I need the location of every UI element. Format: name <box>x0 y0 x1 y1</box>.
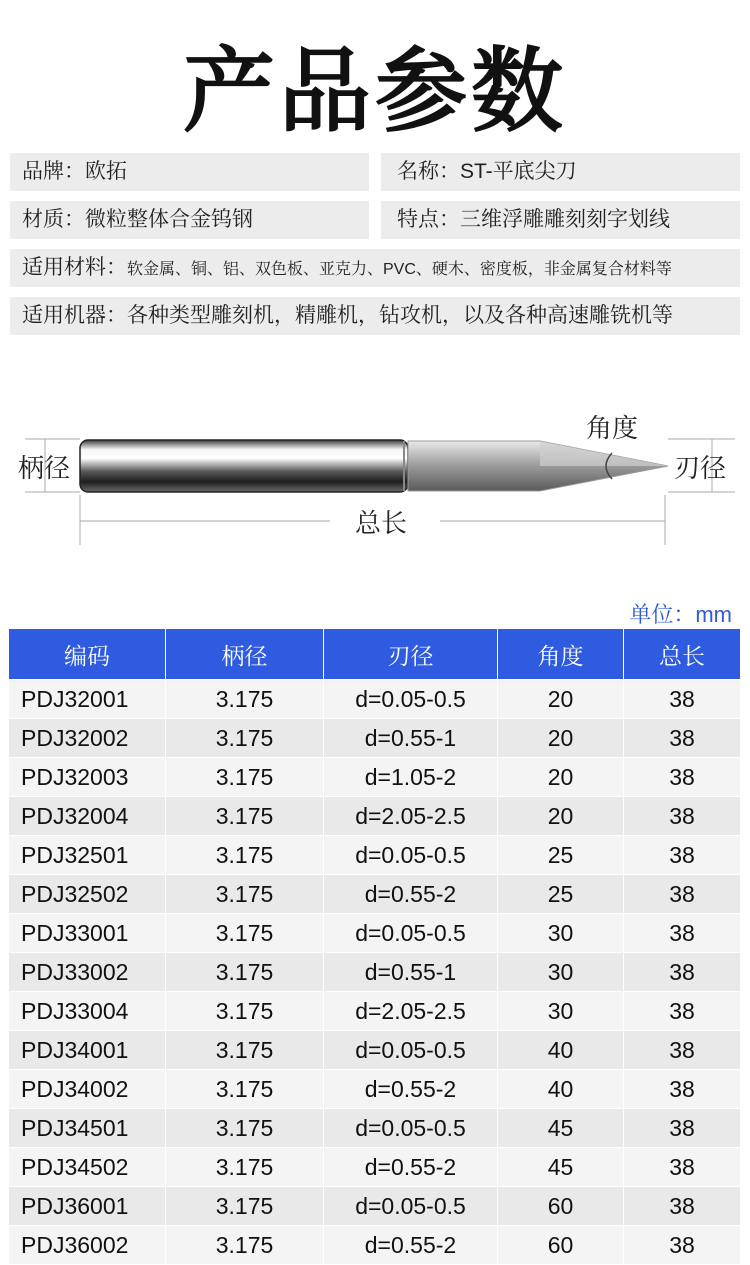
cell-angle: 20 <box>498 797 624 836</box>
angle-label: 角度 <box>586 413 639 443</box>
cell-angle: 20 <box>498 758 624 797</box>
cell-code: PDJ32001 <box>9 680 166 719</box>
cell-length: 38 <box>624 719 741 758</box>
cell-length: 38 <box>624 1226 741 1265</box>
cell-blade: d=0.55-1 <box>324 953 498 992</box>
blade-diameter-label: 刃径 <box>674 453 727 483</box>
cell-code: PDJ36002 <box>9 1226 166 1265</box>
cell-code: PDJ33004 <box>9 992 166 1031</box>
cell-blade: d=0.05-0.5 <box>324 680 498 719</box>
cell-length: 38 <box>624 836 741 875</box>
header-length: 总长 <box>624 629 741 680</box>
cell-angle: 45 <box>498 1109 624 1148</box>
cell-code: PDJ34001 <box>9 1031 166 1070</box>
cell-blade: d=0.05-0.5 <box>324 1187 498 1226</box>
cell-angle: 20 <box>498 719 624 758</box>
cell-shank: 3.175 <box>166 1031 324 1070</box>
cell-length: 38 <box>624 680 741 719</box>
applicable-materials-value: 软金属、铜、铝、双色板、亚克力、PVC、硬木、密度板，非金属复合材料等 <box>127 261 672 278</box>
cell-length: 38 <box>624 875 741 914</box>
table-row <box>9 1070 741 1109</box>
cell-code: PDJ32501 <box>9 836 166 875</box>
cell-angle: 45 <box>498 1148 624 1187</box>
table-row <box>9 1226 741 1265</box>
cell-blade: d=0.05-0.5 <box>324 1109 498 1148</box>
cell-code: PDJ33002 <box>9 953 166 992</box>
brand-field: 品牌：欧拓 <box>10 153 369 191</box>
cell-shank: 3.175 <box>166 953 324 992</box>
cell-angle: 30 <box>498 992 624 1031</box>
applicable-materials-field <box>10 249 740 287</box>
cell-blade: d=0.55-2 <box>324 875 498 914</box>
unit-label: 单位：mm <box>629 602 732 627</box>
cell-blade: d=0.05-0.5 <box>324 836 498 875</box>
cell-shank: 3.175 <box>166 680 324 719</box>
cell-angle: 60 <box>498 1226 624 1265</box>
shank-diameter-label: 柄径 <box>18 453 71 483</box>
cell-blade: d=0.55-2 <box>324 1148 498 1187</box>
cell-code: PDJ34002 <box>9 1070 166 1109</box>
cell-shank: 3.175 <box>166 1109 324 1148</box>
cell-shank: 3.175 <box>166 797 324 836</box>
cell-length: 38 <box>624 914 741 953</box>
cell-shank: 3.175 <box>166 992 324 1031</box>
cell-blade: d=0.05-0.5 <box>324 1031 498 1070</box>
cell-blade: d=2.05-2.5 <box>324 797 498 836</box>
cell-shank: 3.175 <box>166 1148 324 1187</box>
cell-angle: 40 <box>498 1070 624 1109</box>
cell-blade: d=2.05-2.5 <box>324 992 498 1031</box>
table-row <box>9 719 741 758</box>
spec-table <box>8 628 741 1265</box>
cell-shank: 3.175 <box>166 1226 324 1265</box>
cell-shank: 3.175 <box>166 1070 324 1109</box>
cell-code: PDJ34502 <box>9 1148 166 1187</box>
table-row <box>9 1187 741 1226</box>
cell-length: 38 <box>624 1148 741 1187</box>
table-header-row <box>9 629 741 680</box>
applicable-materials-label: 适用材料： <box>22 256 127 279</box>
cell-code: PDJ34501 <box>9 1109 166 1148</box>
cell-angle: 20 <box>498 680 624 719</box>
header-shank: 柄径 <box>166 629 324 680</box>
cell-code: PDJ32003 <box>9 758 166 797</box>
cell-length: 38 <box>624 1187 741 1226</box>
cell-angle: 30 <box>498 914 624 953</box>
table-row <box>9 836 741 875</box>
material-field: 材质：微粒整体合金钨钢 <box>10 201 369 239</box>
feature-field: 特点：三维浮雕雕刻刻字划线 <box>381 201 740 239</box>
header-code: 编码 <box>9 629 166 680</box>
table-row <box>9 797 741 836</box>
table-row <box>9 680 741 719</box>
cell-angle: 60 <box>498 1187 624 1226</box>
cell-length: 38 <box>624 1109 741 1148</box>
applicable-machines-field: 适用机器：各种类型雕刻机，精雕机，钻攻机，以及各种高速雕铣机等 <box>10 297 740 335</box>
cell-angle: 25 <box>498 836 624 875</box>
header-angle: 角度 <box>498 629 624 680</box>
table-row <box>9 953 741 992</box>
cell-length: 38 <box>624 992 741 1031</box>
cell-code: PDJ33001 <box>9 914 166 953</box>
cell-length: 38 <box>624 953 741 992</box>
cell-code: PDJ32502 <box>9 875 166 914</box>
cell-code: PDJ32004 <box>9 797 166 836</box>
cell-angle: 25 <box>498 875 624 914</box>
table-row <box>9 1031 741 1070</box>
cell-blade: d=1.05-2 <box>324 758 498 797</box>
cell-length: 38 <box>624 758 741 797</box>
cell-blade: d=0.55-2 <box>324 1226 498 1265</box>
tool-diagram <box>0 395 750 565</box>
table-row <box>9 914 741 953</box>
cell-angle: 40 <box>498 1031 624 1070</box>
total-length-label: 总长 <box>355 508 408 538</box>
cell-blade: d=0.55-1 <box>324 719 498 758</box>
page-title: 产品参数 <box>182 41 567 143</box>
table-row <box>9 1148 741 1187</box>
cell-shank: 3.175 <box>166 875 324 914</box>
cell-length: 38 <box>624 797 741 836</box>
cell-shank: 3.175 <box>166 836 324 875</box>
header-blade: 刃径 <box>324 629 498 680</box>
table-row <box>9 992 741 1031</box>
cell-blade: d=0.55-2 <box>324 1070 498 1109</box>
cell-code: PDJ32002 <box>9 719 166 758</box>
cell-length: 38 <box>624 1031 741 1070</box>
cell-angle: 30 <box>498 953 624 992</box>
tool-shank <box>80 440 408 492</box>
cell-shank: 3.175 <box>166 758 324 797</box>
cell-length: 38 <box>624 1070 741 1109</box>
cell-shank: 3.175 <box>166 719 324 758</box>
table-row <box>9 1109 741 1148</box>
cell-shank: 3.175 <box>166 1187 324 1226</box>
cell-blade: d=0.05-0.5 <box>324 914 498 953</box>
name-field: 名称：ST-平底尖刀 <box>381 153 740 191</box>
table-row <box>9 875 741 914</box>
cell-code: PDJ36001 <box>9 1187 166 1226</box>
cell-shank: 3.175 <box>166 914 324 953</box>
table-row <box>9 758 741 797</box>
